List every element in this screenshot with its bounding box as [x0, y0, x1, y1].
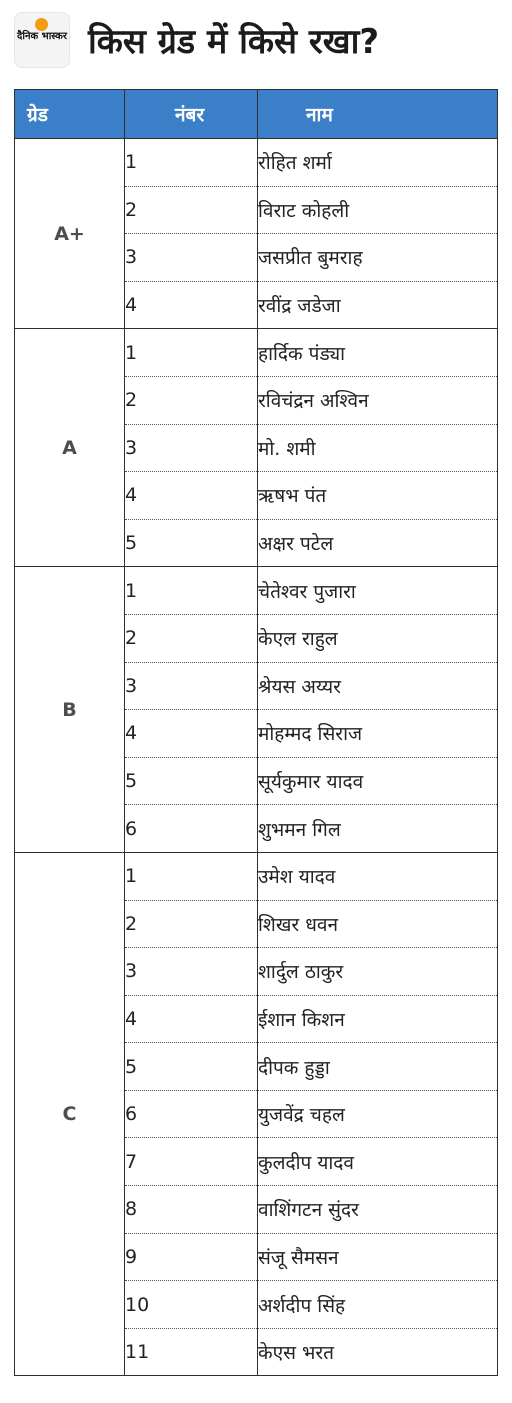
number-cell: 3 — [125, 234, 258, 282]
player-name-cell: अर्शदीप सिंह — [258, 1281, 498, 1329]
player-name-cell: अक्षर पटेल — [258, 519, 498, 567]
number-cell: 3 — [125, 424, 258, 472]
number-cell: 11 — [125, 1328, 258, 1376]
player-name-cell: युजवेंद्र चहल — [258, 1090, 498, 1138]
number-cell: 10 — [125, 1281, 258, 1329]
grade-cell: C — [15, 852, 125, 1376]
player-name-cell: उमेश यादव — [258, 852, 498, 900]
player-name-cell: शुभमन गिल — [258, 805, 498, 853]
player-name-cell: चेतेश्वर पुजारा — [258, 567, 498, 615]
number-cell: 5 — [125, 519, 258, 567]
logo-text: दैनिक भास्कर — [17, 31, 67, 42]
number-cell: 2 — [125, 376, 258, 424]
player-name-cell: केएस भरत — [258, 1328, 498, 1376]
number-cell: 4 — [125, 995, 258, 1043]
player-name-cell: ऋषभ पंत — [258, 472, 498, 520]
number-cell: 2 — [125, 900, 258, 948]
player-name-cell: केएल राहुल — [258, 614, 498, 662]
number-cell: 6 — [125, 805, 258, 853]
number-cell: 3 — [125, 662, 258, 710]
player-name-cell: शार्दुल ठाकुर — [258, 948, 498, 996]
player-name-cell: रोहित शर्मा — [258, 139, 498, 187]
player-name-cell: ईशान किशन — [258, 995, 498, 1043]
number-cell: 5 — [125, 757, 258, 805]
number-cell: 7 — [125, 1138, 258, 1186]
page-title: किस ग्रेड में किसे रखा? — [88, 22, 380, 62]
player-name-cell: हार्दिक पंड्या — [258, 329, 498, 377]
column-header-grade: ग्रेड — [15, 90, 125, 139]
number-cell: 1 — [125, 139, 258, 187]
number-cell: 4 — [125, 472, 258, 520]
table-row — [15, 139, 498, 187]
table-body — [15, 139, 498, 1376]
dainik-bhaskar-logo — [14, 12, 70, 68]
table-row — [15, 567, 498, 615]
grades-table — [14, 89, 498, 1376]
number-cell: 2 — [125, 614, 258, 662]
player-name-cell: विराट कोहली — [258, 186, 498, 234]
player-name-cell: संजू सैमसन — [258, 1233, 498, 1281]
player-name-cell: शिखर धवन — [258, 900, 498, 948]
table-row — [15, 329, 498, 377]
player-name-cell: श्रेयस अय्यर — [258, 662, 498, 710]
table-row — [15, 852, 498, 900]
player-name-cell: दीपक हुड्डा — [258, 1043, 498, 1091]
player-name-cell: रविचंद्रन अश्विन — [258, 376, 498, 424]
column-header-name: नाम — [258, 90, 498, 139]
number-cell: 6 — [125, 1090, 258, 1138]
player-name-cell: मो. शमी — [258, 424, 498, 472]
grade-cell: A — [15, 329, 125, 567]
player-name-cell: सूर्यकुमार यादव — [258, 757, 498, 805]
grade-cell: A+ — [15, 139, 125, 329]
sun-icon — [35, 18, 48, 31]
number-cell: 3 — [125, 948, 258, 996]
number-cell: 8 — [125, 1186, 258, 1234]
number-cell: 4 — [125, 710, 258, 758]
number-cell: 9 — [125, 1233, 258, 1281]
player-name-cell: जसप्रीत बुमराह — [258, 234, 498, 282]
number-cell: 1 — [125, 567, 258, 615]
header — [0, 0, 512, 88]
number-cell: 1 — [125, 329, 258, 377]
player-name-cell: कुलदीप यादव — [258, 1138, 498, 1186]
number-cell: 2 — [125, 186, 258, 234]
player-name-cell: मोहम्मद सिराज — [258, 710, 498, 758]
player-name-cell: रवींद्र जडेजा — [258, 281, 498, 329]
player-name-cell: वाशिंगटन सुंदर — [258, 1186, 498, 1234]
grade-cell: B — [15, 567, 125, 853]
number-cell: 4 — [125, 281, 258, 329]
table-header-row — [15, 90, 498, 139]
column-header-number: नंबर — [125, 90, 258, 139]
number-cell: 1 — [125, 852, 258, 900]
number-cell: 5 — [125, 1043, 258, 1091]
